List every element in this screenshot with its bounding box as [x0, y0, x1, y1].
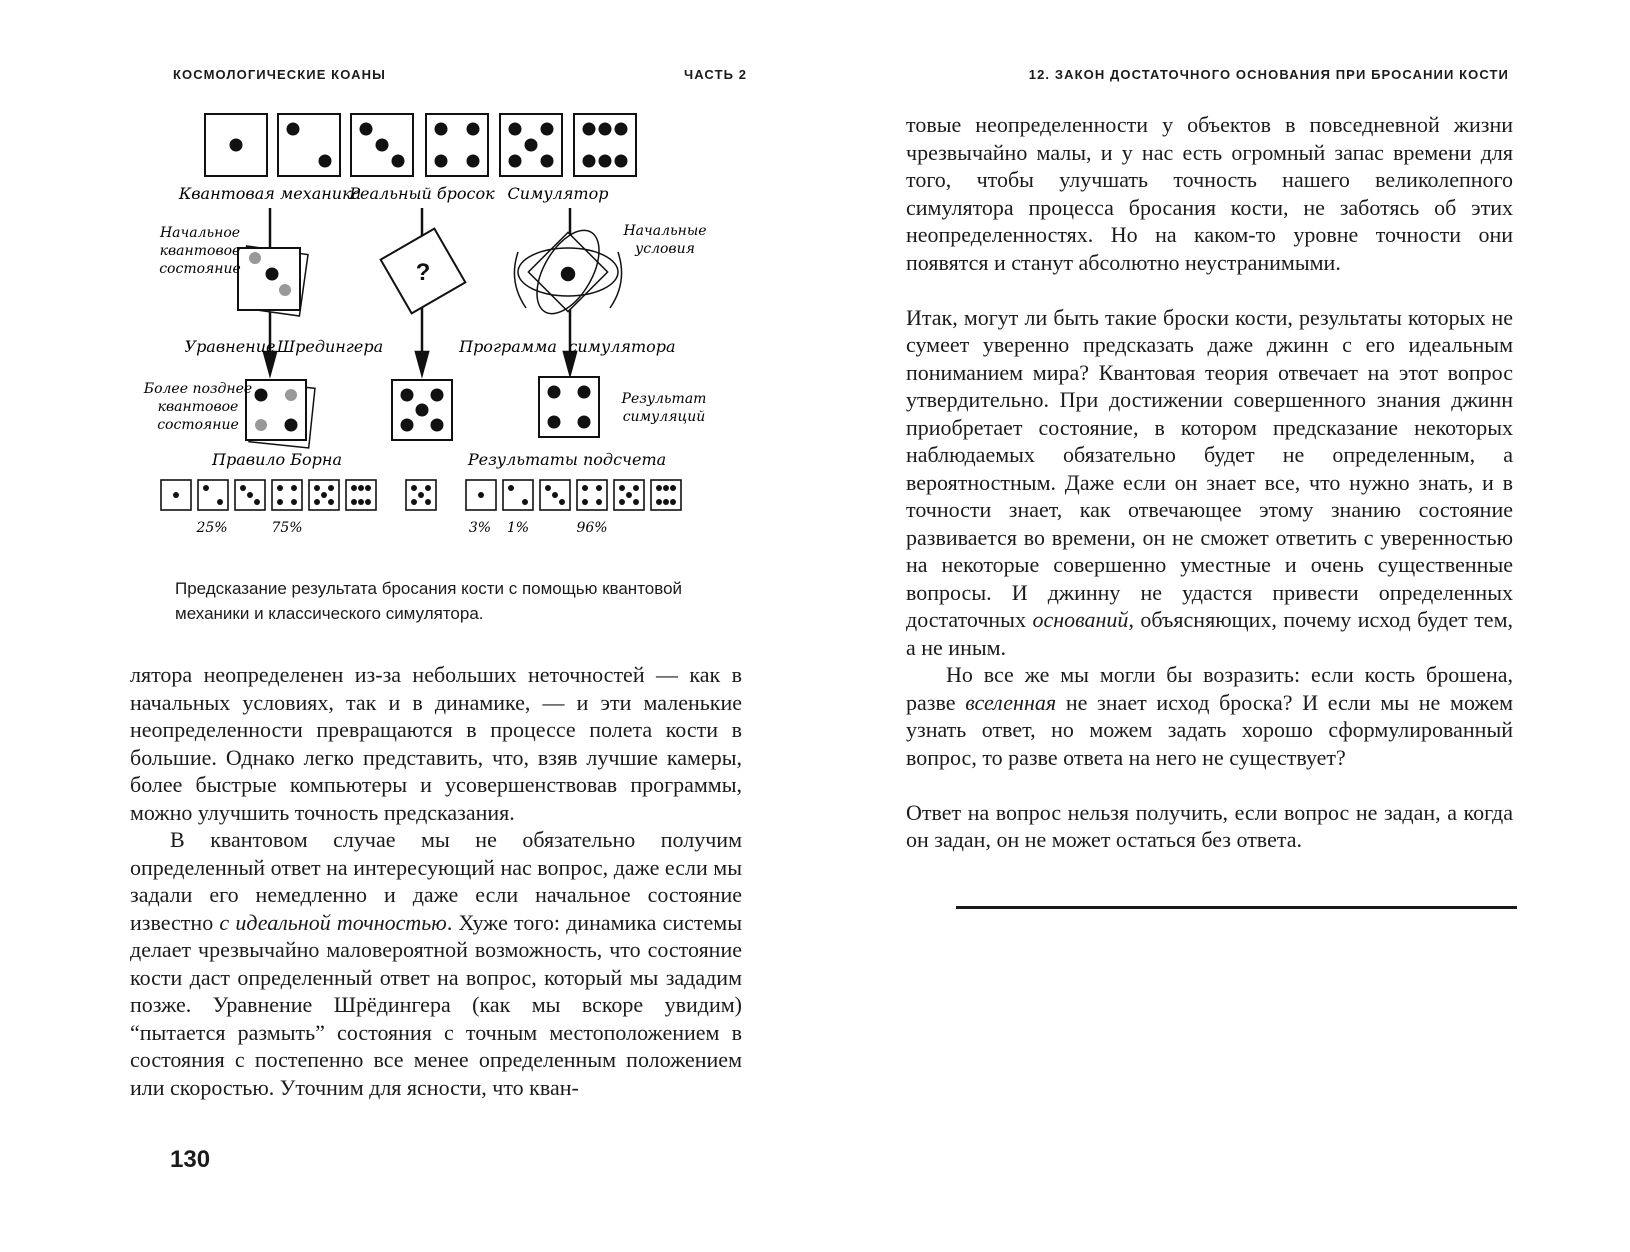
- label-simulation-result-1: Результат: [621, 391, 707, 407]
- label-schrodinger-2: Шредингера: [276, 337, 384, 356]
- die-face-4: [426, 114, 488, 176]
- right-paragraph-3: [906, 661, 1513, 771]
- simulator-result-die: [539, 377, 599, 437]
- figure-caption: Предсказание результата бросания кости с помощью квантовой механики и классического симулятора.: [175, 579, 683, 623]
- count-prob-2: 1%: [506, 520, 530, 536]
- label-initial-conditions-2: условия: [635, 241, 695, 257]
- label-later-quantum-1: Более позднее: [143, 381, 253, 397]
- right-paragraph-3-emphasis: вселенная: [965, 689, 1057, 715]
- quantum-initial-die: [238, 246, 308, 316]
- left-paragraph-2-part-a: В квантовом случае мы не обязательно получим определенный ответ на интересующий нас вопрос, даже если мы задали его немедленно и даже если начальное состояние известно: [130, 827, 742, 935]
- section-end-rule: [956, 906, 1517, 909]
- left-paragraph-2: [130, 826, 742, 1101]
- quantum-later-die: [246, 380, 315, 448]
- question-mark: ?: [415, 259, 431, 286]
- left-paragraph-2-emphasis: с идеальной точностью: [219, 909, 447, 935]
- right-body-text: [906, 111, 1513, 854]
- running-head-chapter-title: 12. ЗАКОН ДОСТАТОЧНОГО ОСНОВАНИЯ ПРИ БРОСАНИИ КОСТИ: [1028, 67, 1509, 82]
- running-head-book-title: КОСМОЛОГИЧЕСКИЕ КОАНЫ: [173, 67, 386, 82]
- label-program-1: Программа: [459, 337, 557, 356]
- label-born-rule: Правило Борна: [212, 450, 342, 469]
- right-page: [815, 0, 1630, 1252]
- count-prob-1: 3%: [468, 520, 492, 536]
- simulator-die: [514, 220, 621, 324]
- right-paragraph-3-part-b: не знает исход броска? И если мы не можем узнать ответ, но можем задать хорошо сформулированный вопрос, то разве ответа на него не существует?: [906, 689, 1514, 770]
- right-paragraph-2-part-a: Итак, могут ли быть такие броски кости, результаты которых не сумеет уверенно предсказать даже джинн с его идеальным пониманием мира? Квантовая теория отвечает на этот вопрос утвердительно. При достижении совершенного знания джинн приобретает состояние, в котором предсказание некоторых наблюдаемых обязательно будет не определенным, а вероятностным. Даже если он знает все, что нужно знать, и в точности знает, как отвечающее этому знанию состояние развивается во времени, он не сможет ответить с уверенностью на некоторые совершенно уместные и очень существенные вопросы. И джинну не удастся привести определенных достаточных: [906, 304, 1513, 632]
- label-initial-quantum-2: квантовое: [159, 243, 241, 259]
- born-prob-2: 75%: [271, 520, 303, 536]
- label-initial-quantum-1: Начальное: [159, 225, 241, 241]
- right-paragraph-2-emphasis: оснований: [1032, 607, 1129, 632]
- label-count-results: Результаты подсчета: [467, 450, 667, 469]
- count-prob-3: 96%: [576, 520, 608, 536]
- right-paragraph-3-part-a: Но все же мы могли бы возразить: если кость брошена, разве: [906, 662, 1513, 715]
- left-paragraph-2-part-b: . Хуже того: динамика системы делает чрезвычайно маловероятной возможность, что состояние кости даст определенный ответ на вопрос, который мы зададим позже. Уравнение Шрёдингера (как мы вскоре увидим) “пытается размыть” состояния с точным местоположением в состояния с постепенно все менее определенным положением или скоростью. Уточним для ясности, что кван-: [130, 909, 743, 1100]
- right-paragraph-2: [906, 304, 1513, 662]
- page-number: 130: [170, 1146, 211, 1173]
- label-quantum-mechanics: Квантовая механика: [178, 184, 362, 203]
- label-real-throw: Реальный бросок: [349, 184, 495, 203]
- die-face-2: [278, 114, 340, 176]
- left-body-text: [130, 661, 742, 1101]
- figure-diagram: [143, 112, 740, 570]
- real-throw-result-die: [392, 380, 452, 440]
- label-initial-quantum-3: состояние: [159, 261, 241, 277]
- right-paragraph-4: Ответ на вопрос нельзя получить, если вопрос не задан, а когда он задан, он не может остаться без ответа.: [906, 799, 1513, 852]
- label-simulator: Симулятор: [507, 184, 609, 203]
- label-initial-conditions-1: Начальные: [623, 223, 707, 239]
- label-simulation-result-2: симуляций: [622, 409, 706, 425]
- real-throw-die: [381, 229, 466, 314]
- label-later-quantum-2: квантовое: [157, 399, 239, 415]
- dice-prediction-figure: [143, 112, 740, 570]
- left-paragraph-1: лятора неопределенен из-за небольших неточностей — как в начальных условиях, так и в динамике, — и эти маленькие неопределенности превращаются в процессе полета кости в большие. Однако легко представить, что, взяв лучшие камеры, более быстрые компьютеры и усовершенствовав программы, можно улучшить точность предсказания.: [130, 662, 742, 825]
- running-head-part: ЧАСТЬ 2: [684, 67, 748, 82]
- label-later-quantum-3: состояние: [157, 417, 239, 433]
- label-schrodinger-1: Уравнение: [184, 337, 276, 356]
- right-paragraph-1: товые неопределенности у объектов в повседневной жизни чрезвычайно малы, и у нас есть огромный запас времени для того, чтобы улучшать точность нашего великолепного симулятора процесса бросания кости, не заботясь об этих неопределенностях. Но на каком-то уровне точности они появятся и станут абсолютно неустранимыми.: [906, 112, 1513, 275]
- born-prob-1: 25%: [196, 520, 228, 536]
- right-paragraph-2-part-b: , объясняющих, почему исход будет тем, а не иным.: [906, 607, 1513, 660]
- top-dice-row: [205, 114, 636, 176]
- label-program-2: симулятора: [568, 337, 676, 356]
